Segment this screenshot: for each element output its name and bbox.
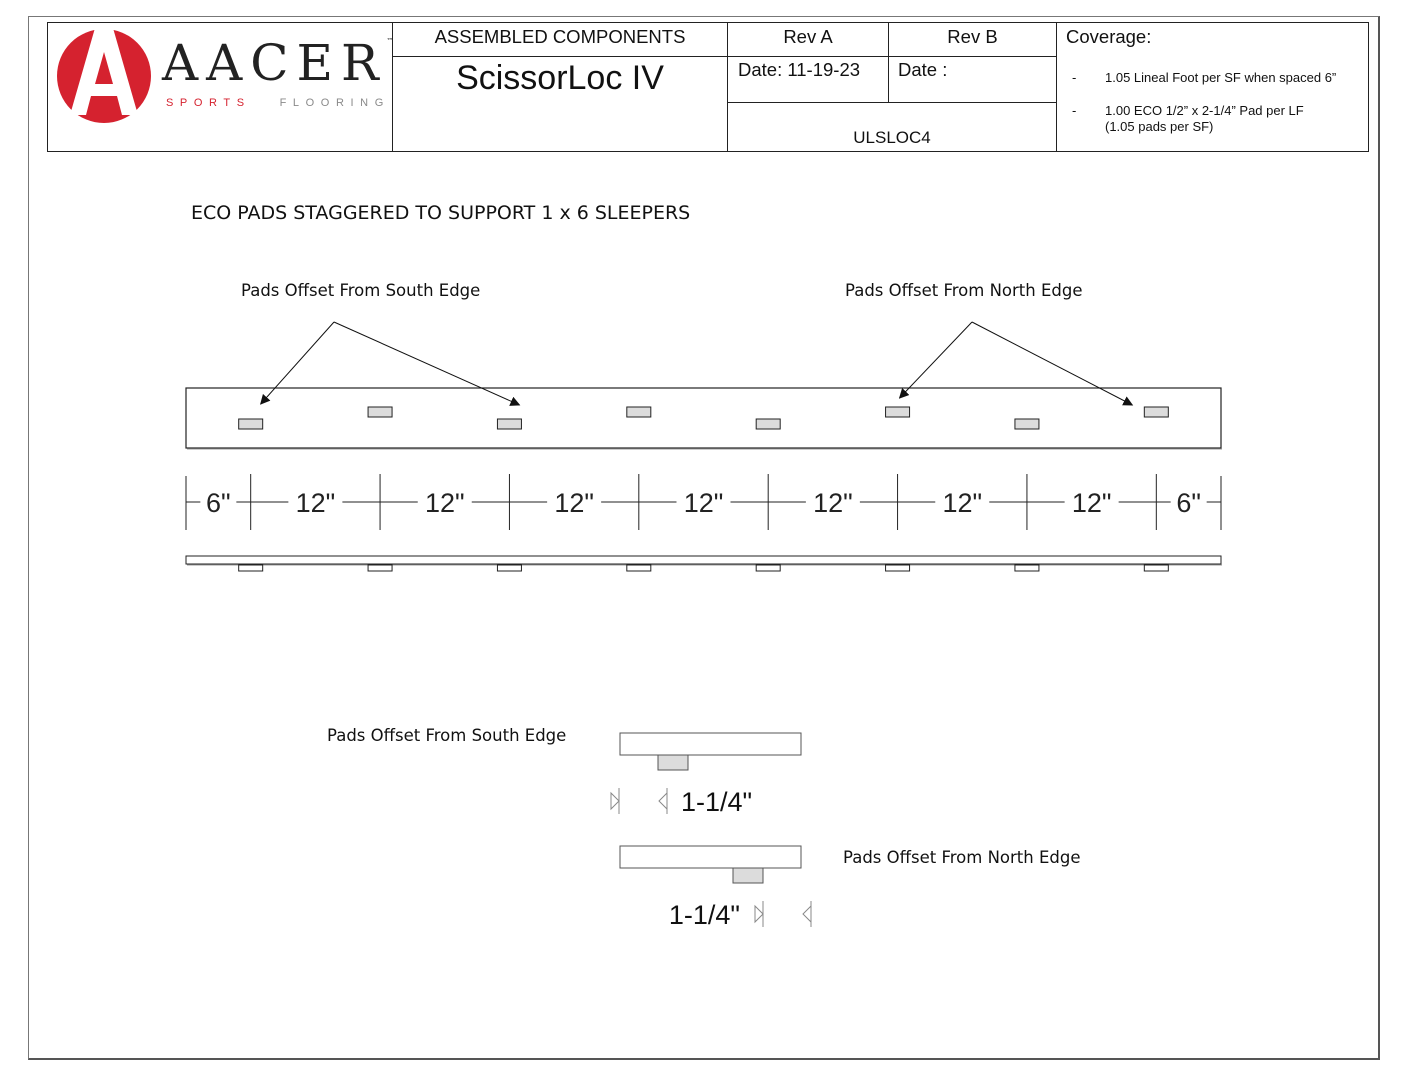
- logo-tagline-sports: SPORTS: [166, 97, 251, 109]
- pad-north-offset: [368, 407, 392, 417]
- detail-pad-north: [733, 868, 763, 883]
- spacing-label: 12": [683, 488, 724, 518]
- pad-south-offset: [239, 419, 263, 429]
- coverage-bullet: -: [1072, 103, 1077, 118]
- pad-side-view: [368, 565, 392, 571]
- detail-south-dimension: 1-1/4": [681, 787, 753, 817]
- sleeper-plan-view: [186, 388, 1221, 448]
- sleeper-side-view: [186, 556, 1221, 564]
- spacing-label: 12": [424, 488, 465, 518]
- callout-north-edge: Pads Offset From North Edge: [845, 281, 1083, 300]
- dimension-arrow-icon: [755, 906, 763, 922]
- spacing-label: 12": [942, 488, 983, 518]
- component-category: ASSEMBLED COMPONENTS: [434, 26, 686, 47]
- callout-south-edge: Pads Offset From South Edge: [241, 281, 481, 300]
- pad-side-view: [627, 565, 651, 571]
- spacing-label: 12": [295, 488, 336, 518]
- spacing-label: 12": [554, 488, 594, 518]
- drawing-title: ECO PADS STAGGERED TO SUPPORT 1 x 6 SLEEPERS: [191, 202, 691, 224]
- dimension-arrow-icon: [659, 793, 667, 809]
- coverage-heading: Coverage:: [1066, 26, 1152, 47]
- coverage-item: 1.00 ECO 1/2” x 2-1/4” Pad per LF: [1105, 103, 1304, 118]
- detail-north-label: Pads Offset From North Edge: [843, 848, 1081, 867]
- coverage-bullet: -: [1072, 70, 1077, 85]
- part-code: ULSLOC4: [853, 128, 931, 147]
- pad-side-view: [1015, 565, 1039, 571]
- pad-north-offset: [1144, 407, 1168, 417]
- dimension-arrow-icon: [611, 793, 619, 809]
- detail-sleeper-south: [620, 733, 801, 755]
- pad-side-view: [239, 565, 263, 571]
- pad-north-offset: [886, 407, 910, 417]
- rev-a-date: Date: 11-19-23: [738, 59, 861, 80]
- pad-side-view: [756, 565, 780, 571]
- product-name: ScissorLoc IV: [456, 59, 664, 97]
- coverage-item-note: (1.05 pads per SF): [1105, 119, 1214, 134]
- rev-b-date: Date :: [898, 59, 948, 80]
- pad-south-offset: [756, 419, 780, 429]
- spacing-label: 12": [1071, 488, 1112, 518]
- pad-side-view: [886, 565, 910, 571]
- rev-b-label: Rev B: [947, 26, 998, 47]
- coverage-item: 1.05 Lineal Foot per SF when spaced 6”: [1105, 70, 1337, 85]
- detail-sleeper-north: [620, 846, 801, 868]
- logo-wordmark-text: AACER: [162, 34, 387, 92]
- pad-side-view: [1144, 565, 1168, 571]
- callout-arrow: [900, 322, 972, 398]
- detail-north-dimension: 1-1/4": [668, 900, 740, 930]
- logo-tagline-flooring: FLOORING: [279, 97, 390, 109]
- detail-pad-south: [658, 755, 688, 770]
- pad-south-offset: [1015, 419, 1039, 429]
- pad-south-offset: [497, 419, 521, 429]
- pad-north-offset: [627, 407, 651, 417]
- trademark-symbol: ™: [386, 37, 394, 45]
- rev-a-label: Rev A: [783, 26, 833, 47]
- spacing-label: 6": [1176, 488, 1201, 518]
- detail-south-label: Pads Offset From South Edge: [327, 726, 567, 745]
- dimension-arrow-icon: [803, 906, 811, 922]
- spacing-label: 6": [206, 488, 231, 518]
- pad-side-view: [497, 565, 521, 571]
- spacing-label: 12": [813, 488, 853, 518]
